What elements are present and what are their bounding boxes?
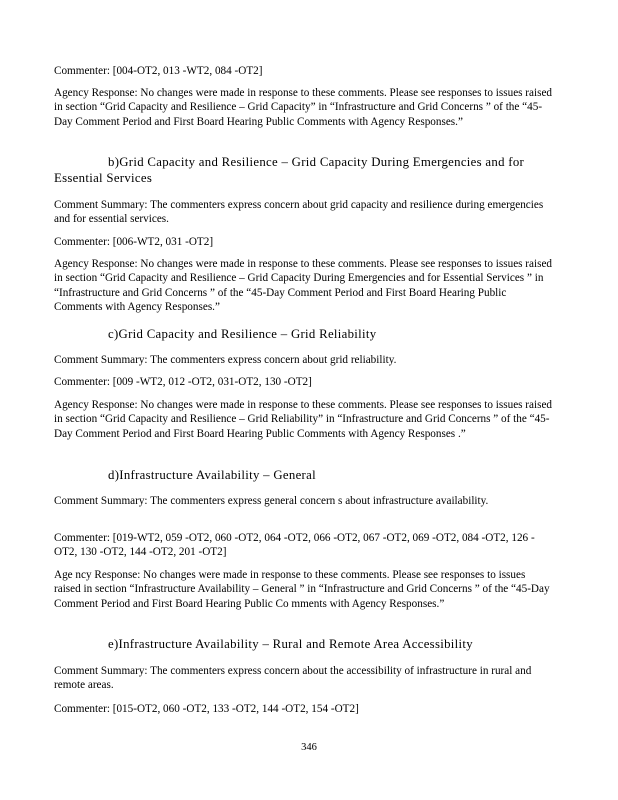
agency-response-paragraph: Agency Response: No changes were made in response to these comments. Please see responses to issues raised in section “Grid Capacity and Resilience – Grid Capacity” in “Infrastructure and Grid Concerns ” of the “45-Day Comment Period and First Board Hearing Public Comments with Agency Responses.” (54, 87, 553, 128)
agency-response-paragraph: Age ncy Response: No changes were made in response to these comments. Please see responses to issues raised in section “Infrastructure Availability – General ” in “Infrastructure and Grid Concerns ” of the “45-Day Comment Period and First Board Hearing Public Co mments with Agency Responses.” (54, 569, 550, 610)
comment-summary-paragraph: Comment Summary: The commenters express concern about the accessibility of infrastructure in rural and remote areas. (54, 665, 532, 692)
section-heading-e-text: e)Infrastructure Availability – Rural and Remote Area Accessibility (108, 637, 473, 651)
commenter-line: Commenter: [015-OT2, 060 -OT2, 133 -OT2, 144 -OT2, 154 -OT2] (54, 703, 359, 715)
comment-summary-paragraph: Comment Summary: The commenters express concern about grid capacity and resilience during emergencies and for essential services. (54, 199, 544, 226)
commenter-line: Commenter: [009 -WT2, 012 -OT2, 031-OT2, 130 -OT2] (54, 376, 312, 388)
comment-summary-paragraph: Comment Summary: The commenters express concern about grid reliability. (54, 354, 397, 366)
commenter-line: Commenter: [006-WT2, 031 -OT2] (54, 236, 214, 248)
section-heading-d (54, 467, 554, 483)
section-heading-c (54, 326, 554, 342)
agency-response-paragraph: Agency Response: No changes were made in response to these comments. Please see responses to issues raised in section “Grid Capacity and Resilience – Grid Reliability” in “Infrastructure and Grid Concerns ” of the “45-Day Comment Period and First Board Hearing Public Comments with Agency Responses .” (54, 399, 553, 440)
section-heading-c-text: c)Grid Capacity and Resilience – Grid Reliability (108, 327, 377, 341)
comment-summary-paragraph: Comment Summary: The commenters express general concern s about infrastructure availability. (54, 495, 489, 507)
commenter-line: Commenter: [004-OT2, 013 -WT2, 084 -OT2] (54, 65, 263, 77)
section-heading-b (54, 154, 554, 186)
page-number: 346 (301, 742, 317, 753)
section-heading-b-text: b)Grid Capacity and Resilience – Grid Capacity During Emergencies and for Essential Services (54, 155, 525, 185)
section-heading-e (54, 636, 554, 652)
commenter-line: Commenter: [019-WT2, 059 -OT2, 060 -OT2, 064 -OT2, 066 -OT2, 067 -OT2, 069 -OT2, 084 -OT2, 126 -OT2, 130 -OT2, 144 -OT2, 201 -OT2] (54, 532, 535, 559)
agency-response-paragraph: Agency Response: No changes were made in response to these comments. Please see responses to issues raised in section “Grid Capacity and Resilience – Grid Capacity During Emergencies and for Essential Services ” in “Infrastructure and Grid Concerns ” of the “45-Day Comment Period and First Board Hearing Public Comments with Agency Responses.” (54, 258, 553, 314)
section-heading-d-text: d)Infrastructure Availability – General (108, 468, 316, 482)
